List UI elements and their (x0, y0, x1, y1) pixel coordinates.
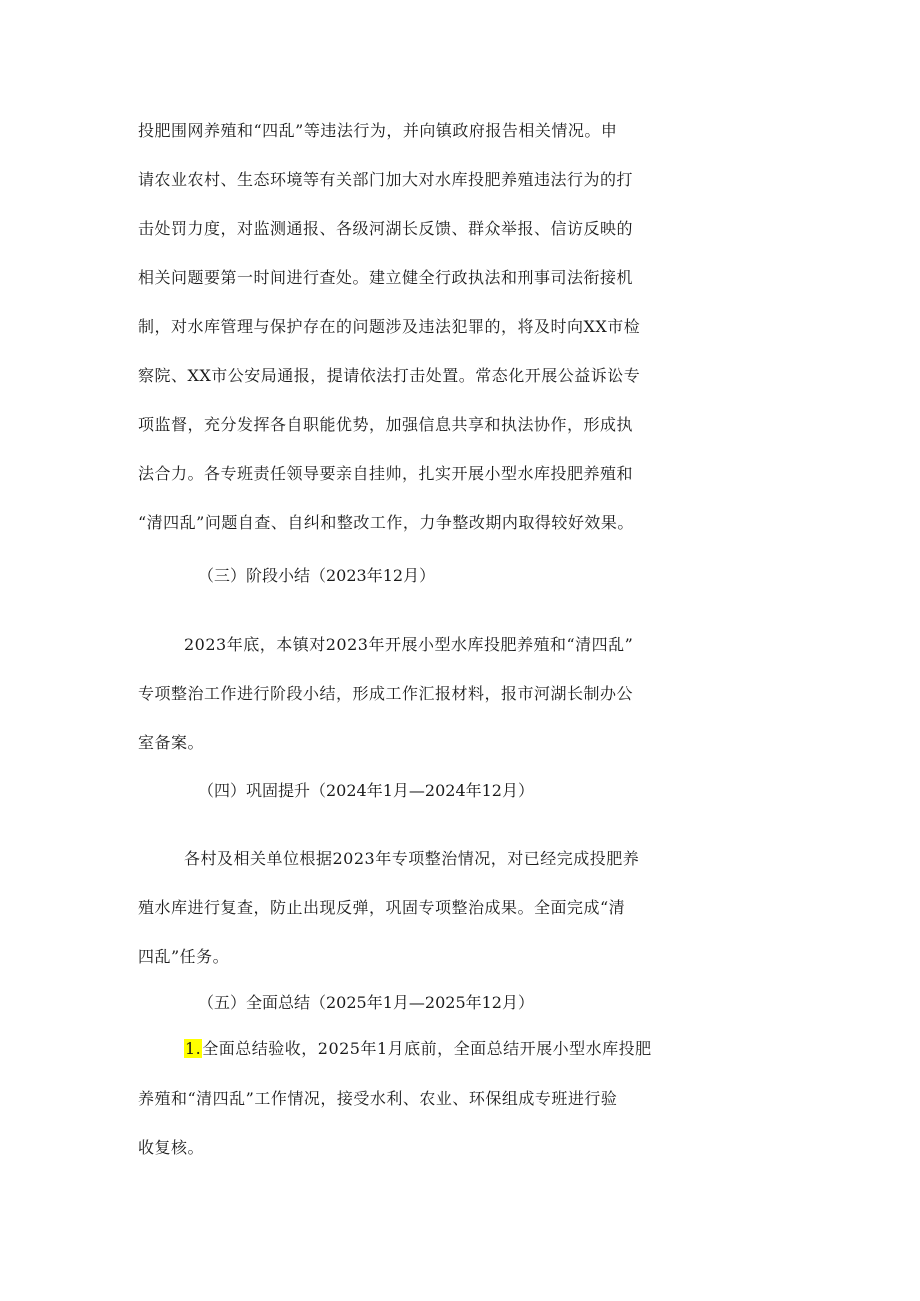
paragraph-1-line-5: 制，对水库管理与保护存在的问题涉及违法犯罪的，将及时向XX市检 (138, 317, 641, 336)
paragraph-1-line-8: 法合力。各专班责任领导要亲自挂帅，扎实开展小型水库投肥养殖和 (138, 464, 634, 483)
section-4-line-3: 四乱”任务。 (138, 947, 230, 966)
section-3-heading: （三）阶段小结（2023年12月） (198, 566, 436, 585)
paragraph-1-line-3: 击处罚力度，对监测通报、各级河湖长反馈、群众举报、信访反映的 (138, 219, 634, 238)
section-4-line-2: 殖水库进行复查，防止出现反弹，巩固专项整治成果。全面完成“清 (138, 898, 626, 917)
section-5-line-1-text: 全面总结验收，2025年1月底前，全面总结开展小型水库投肥 (202, 1039, 652, 1058)
section-4-heading: （四）巩固提升（2024年1月—2024年12月） (198, 781, 534, 800)
paragraph-1-line-4: 相关问题要第一时间进行查处。建立健全行政执法和刑事司法衔接机 (138, 268, 634, 287)
section-5-line-1 (184, 1035, 652, 1063)
section-5-line-2: 养殖和“清四乱”工作情况，接受水利、农业、环保组成专班进行验 (138, 1089, 618, 1108)
section-5-line-3: 收复核。 (138, 1138, 205, 1157)
paragraph-1-line-1: 投肥围网养殖和“四乱”等违法行为，并向镇政府报告相关情况。申 (138, 121, 618, 140)
section-3-line-3: 室备案。 (138, 733, 205, 752)
section-5-heading: （五）全面总结（2025年1月—2025年12月） (198, 993, 534, 1012)
section-3-line-2: 专项整治工作进行阶段小结，形成工作汇报材料，报市河湖长制办公 (138, 684, 634, 703)
paragraph-1-line-9: “清四乱”问题自查、自纠和整改工作，力争整改期内取得较好效果。 (138, 513, 634, 532)
paragraph-1-line-6: 察院、XX市公安局通报，提请依法打击处置。常态化开展公益诉讼专 (138, 366, 641, 385)
section-3-line-1: 2023年底，本镇对2023年开展小型水库投肥养殖和“清四乱” (184, 635, 634, 654)
highlighted-item-number: 1. (185, 1039, 202, 1058)
paragraph-1-line-2: 请农业农村、生态环境等有关部门加大对水库投肥养殖违法行为的打 (138, 170, 634, 189)
paragraph-1-line-7: 项监督，充分发挥各自职能优势，加强信息共享和执法协作，形成执 (138, 415, 634, 434)
section-4-line-1: 各村及相关单位根据2023年专项整治情况，对已经完成投肥养 (184, 849, 640, 868)
